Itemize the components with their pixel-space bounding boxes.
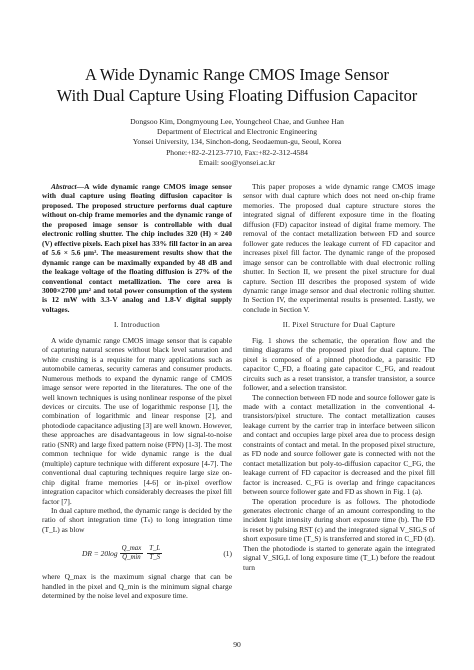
equation-lhs: DR = 20log <box>82 548 118 558</box>
abstract-lead: Abstract <box>51 182 77 191</box>
introduction-paragraph-2: In dual capture method, the dynamic range is decided by the ratio of short integration time (Tₛ) to long integration time (T_L) as blow <box>42 505 232 534</box>
equation-1 <box>42 540 232 566</box>
introduction-paragraph-1: A wide dynamic range CMOS image sensor that is capable of capturing natural scenes without black level saturation and white crushing is a requisite for many applications such as automobile cameras, security cameras and consumer products. Numerous methods to expand the dynamic range of CMOS image sensor were reported in the literatures. The one of the well known techniques is using nonlinear response of the pixel devices or circuits. The use of logarithmic response [1], the combination of logarithmic and linear response [2], and photodiode capacitance adjusting [3] are well known. However, these approaches are disadvantageous in low signal-to-noise ratio (SNR) and large fixed pattern noise (FPN) [1-3]. The most common technique for wide dynamic range is the dual (multiple) capture technique with different exposure [4-7]. The conventional dual capturing techniques require large size on-chip digital frame memories [4-6] or in-pixel overflow integration capacitor which considerably decreases the pixel fill factor [7]. <box>42 335 232 506</box>
title-line-2: With Dual Capture Using Floating Diffusion Capacitor <box>56 86 418 105</box>
contact-phone: Phone:+82-2-2123-7710, Fax:+82-2-312-4584 <box>166 147 308 157</box>
abstract-body: —A wide dynamic range CMOS image sensor with dual capture using floating diffusion capacitor is proposed. The proposed structure performs dual capture without on-chip frame memories and the dynamic range of the proposed image sensor is controllable with dual electronic rolling shutter. The chip includes 320 (H) × 240 (V) effective pixels. Each pixel has 33% fill factor in an area of 5.6 × 5.6 μm². The measurement results show that the dynamic range can be maximally expanded by 48 dB and the leakage voltage of the floating diffusion is 27% of the conventional contact metallization. The core area is 3000×2700 μm² and total power consumption of the system is 12 mW with 3.3-V analog and 1.8-V digital supply voltages. <box>42 182 232 314</box>
equation-body <box>82 545 164 562</box>
author-block <box>60 117 414 168</box>
equation-fraction-charge <box>120 545 144 562</box>
equation-fraction-time <box>147 545 162 562</box>
paper-title <box>30 64 444 106</box>
left-column <box>42 182 232 601</box>
equation-numerator-charge: Q_max <box>121 544 142 552</box>
equation-denominator-charge: Q_min <box>122 553 141 561</box>
equation-numerator-time: T_L <box>149 544 161 552</box>
right-paragraph-1: This paper proposes a wide dynamic range CMOS image sensor with dual capture which does not need on-chip frame memories. The proposed dual capture structure stores the integrated signal of different exposure time in the floating diffusion (FD) capacitor instead of digital frame memory. The removal of the contact metallization between FD and source follower gate reduces the leakage current of FD capacitor and increases pixel fill factor. The dynamic range of the proposed image sensor can be controllable with dual electronic rolling shutter. In Section II, we present the pixel structure for dual capture. Section III describes the proposed system of wide dynamic range image sensor and dual electronic rolling shutter. In Section IV, the experimental results is presented. Lastly, we conclude in Section V. <box>243 182 435 314</box>
section-heading-introduction: I. Introduction <box>113 321 161 330</box>
introduction-paragraph-3: where Q_max is the maximum signal charge that can be handled in the pixel and Q_min is the minimum signal charge determined by the noise level and exposure time. <box>42 572 232 601</box>
author-names: Dongsoo Kim, Dongmyoung Lee, Youngcheol Chae, and Gunhee Han <box>130 117 344 126</box>
right-column <box>243 182 435 572</box>
equation-number: (1) <box>223 548 232 558</box>
contact-email: Email: soo@yonsei.ac.kr <box>198 157 276 167</box>
affiliation-department: Department of Electrical and Electronic Engineering <box>156 127 318 137</box>
abstract <box>42 182 232 314</box>
affiliation-address: Yonsei University, 134, Sinchon-dong, Seodaemun-gu, Seoul, Korea <box>132 137 342 147</box>
title-line-1: A Wide Dynamic Range CMOS Image Sensor <box>84 65 390 84</box>
section-heading-pixel-structure: II. Pixel Structure for Dual Capture <box>282 321 396 330</box>
right-paragraph-4: The operation procedure is as follows. The photodiode generates electronic charge of an amount corresponding to the incident light intensity during short exposure time (b). The FD is reset by pulsing RST (c) and the integrated signal V_SIG,S of short exposure time (T_S) is transferred and stored in C_FD (d). Then the photodiode is started to generate again the integrated signal V_SIG,L of long exposure time (T_L) before the readout turn <box>243 496 435 572</box>
right-paragraph-3: The connection between FD node and source follower gate is made with a contact metallization in the conventional 4-transistors/pixel structure. The contact metallization causes leakage current by the carrier trap in interface between silicon and contact and occupies large pixel area due to process design constraints of contact and metal. In the proposed pixel structure, as FD node and source follower gate is connected with not the contact metallization but poly-to-diffusion capacitor C_FG, the leakage current of FD capacitor is decreased and the pixel fill factor is increased. C_FG is overlap and fringe capacitances between source follower gate and FD as shown in Fig. 1 (a). <box>243 392 435 497</box>
right-paragraph-2: Fig. 1 shows the schematic, the operation flow and the timing diagrams of the proposed pixel for dual capture. The pixel is composed of a pinned photodiode, a parasitic FD capacitor C_FD, a floating gate capacitor C_FG, and readout circuits such as a reset transistor, a transfer transistor, a source follower, and a selection transistor. <box>243 335 435 393</box>
page-number: 90 <box>233 640 241 649</box>
equation-denominator-time: T_S <box>149 553 160 561</box>
